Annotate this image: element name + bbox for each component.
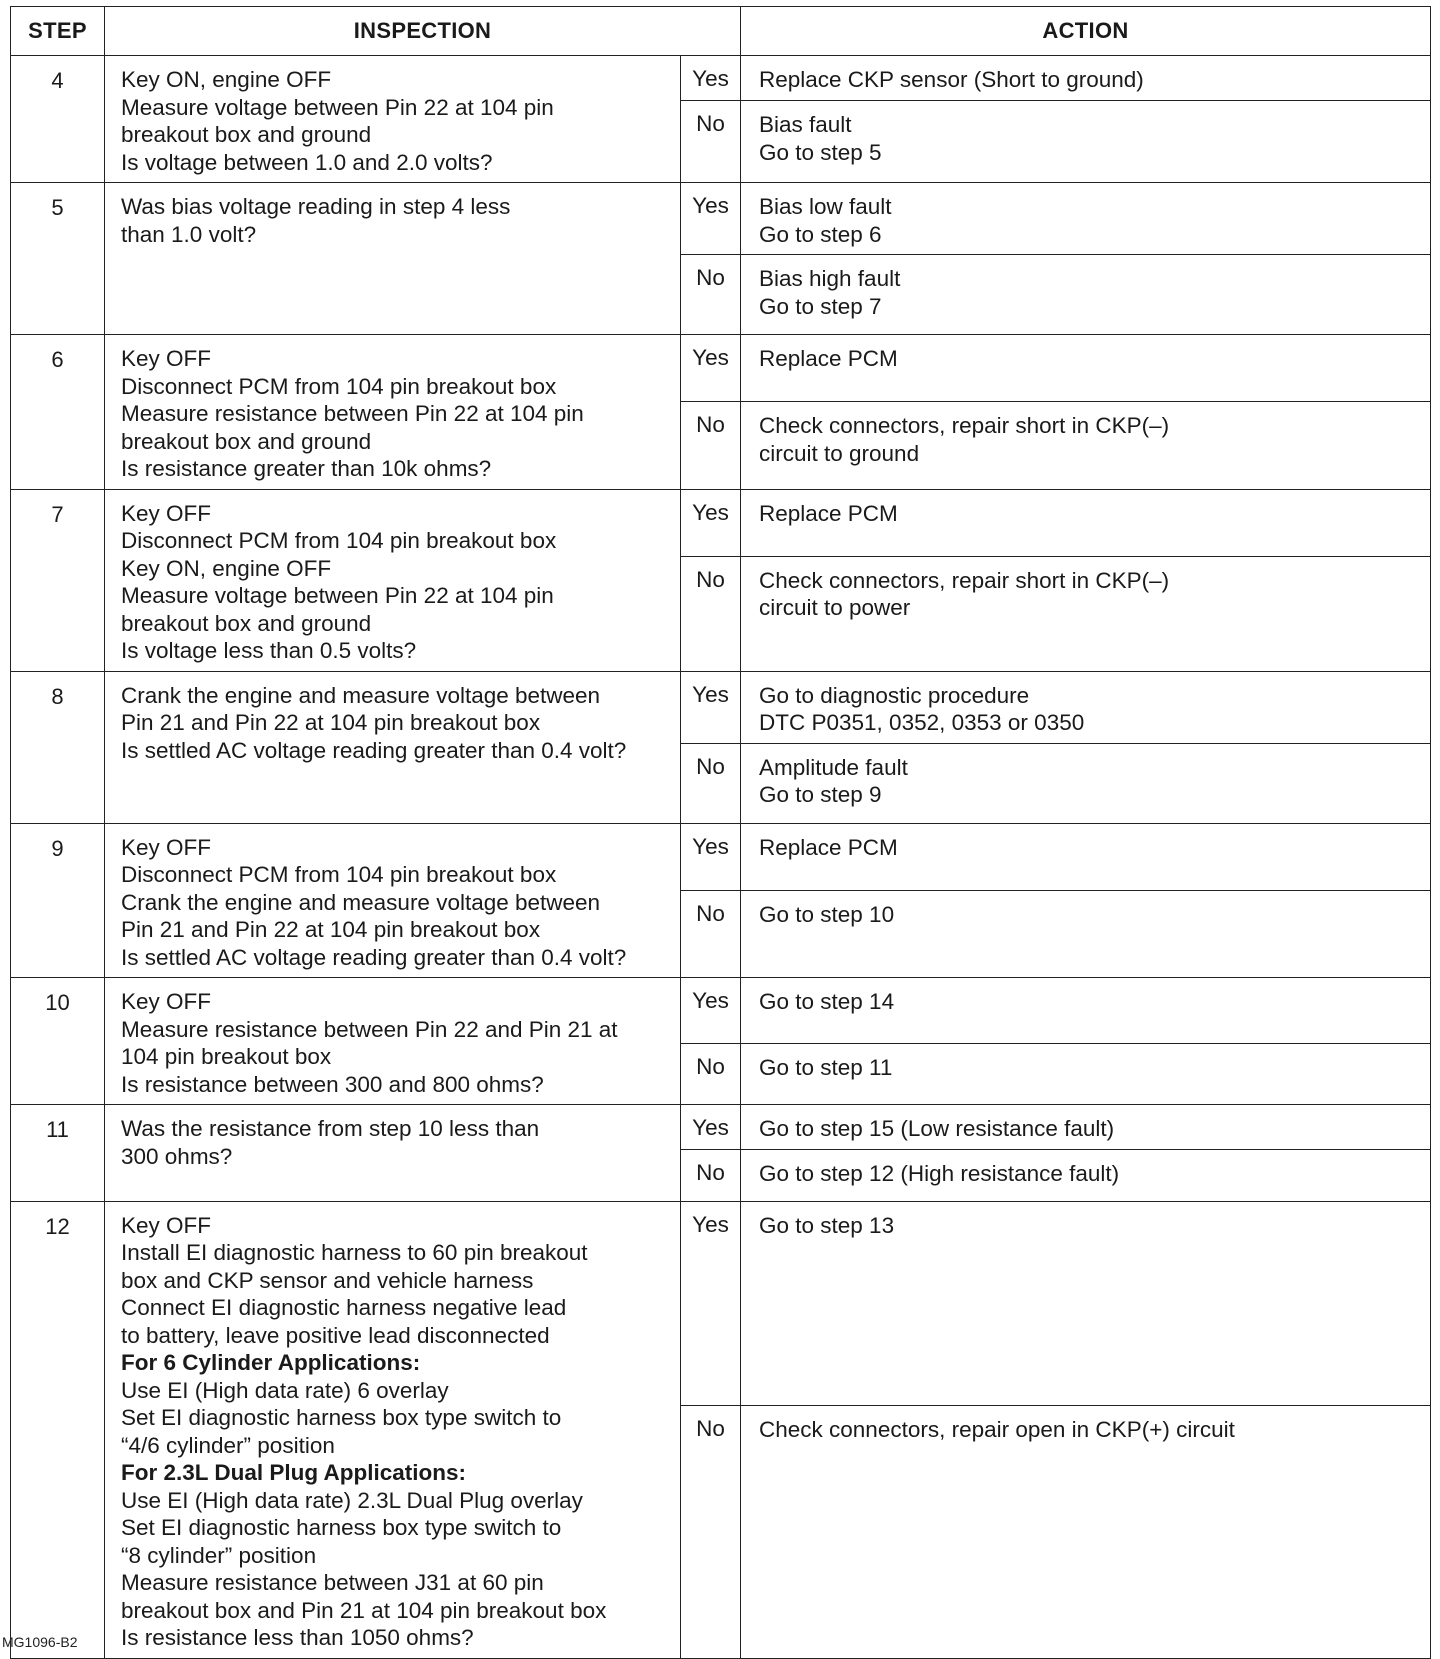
inspection-line: Measure resistance between J31 at 60 pin [121,1570,544,1595]
inspection-line: Measure resistance between Pin 22 and Pin 21 at [121,1016,618,1042]
inspection-line: Disconnect PCM from 104 pin breakout box [121,373,557,399]
inspection-cell [105,56,681,183]
inspection-line: Pin 21 and Pin 22 at 104 pin breakout box [121,917,541,942]
inspection-line: Crank the engine and measure voltage between [121,889,601,915]
no-answer: No [681,890,741,977]
inspection-line: Is resistance greater than 10k ohms? [121,456,492,481]
action-line: Go to step 6 [759,221,882,247]
inspection-cell [105,489,681,671]
no-answer: No [681,255,741,335]
inspection-line: Was the resistance from step 10 less than [121,1116,540,1141]
step-number: 7 [11,489,105,671]
action-line: Bias high fault [759,266,901,291]
yes-answer: Yes [681,183,741,255]
yes-answer: Yes [681,56,741,101]
inspection-line: Is settled AC voltage reading greater than 0.4 volt? [121,737,627,763]
table-row [11,823,1431,890]
inspection-line: Disconnect PCM from 104 pin breakout box [121,528,557,553]
step-number: 4 [11,56,105,183]
action-cell [741,978,1431,1044]
no-answer: No [681,402,741,489]
inspection-line: Key OFF [121,834,212,860]
inspection-cell [105,1105,681,1202]
inspection-line: Key OFF [121,1212,212,1238]
no-answer: No [681,743,741,823]
inspection-line: Key OFF [121,346,212,371]
inspection-line: 300 ohms? [121,1143,233,1169]
inspection-line: Use EI (High data rate) 6 overlay [121,1377,449,1403]
inspection-line: Is settled AC voltage reading greater than 0.4 volt? [121,944,627,970]
action-line: circuit to power [759,595,911,621]
inspection-line: breakout box and ground [121,610,372,636]
step-number: 11 [11,1105,105,1202]
inspection-line: Install EI diagnostic harness to 60 pin breakout [121,1240,588,1265]
inspection-line: Key ON, engine OFF [121,555,332,581]
yes-answer: Yes [681,1201,741,1406]
inspection-line: breakout box and Pin 21 at 104 pin breakout box [121,1597,607,1623]
action-line: Bias fault [759,112,852,138]
inspection-line: Is resistance between 300 and 800 ohms? [121,1071,544,1097]
table-row [11,1201,1431,1406]
action-line: Go to step 10 [759,901,895,927]
action-cell [741,556,1431,671]
inspection-line: than 1.0 volt? [121,221,257,247]
step-number: 8 [11,671,105,823]
table-row [11,335,1431,402]
diagnostic-table [10,6,1431,1659]
action-line: Check connectors, repair short in CKP(–) [759,413,1170,439]
inspection-cell [105,1201,681,1658]
inspection-line: “8 cylinder” position [121,1542,317,1568]
table-row [11,1105,1431,1150]
step-number: 9 [11,823,105,978]
action-cell [741,1201,1431,1406]
header-action: ACTION [741,7,1431,56]
action-line: Replace PCM [759,834,898,860]
step-number: 10 [11,978,105,1105]
inspection-line: Pin 21 and Pin 22 at 104 pin breakout box [121,710,541,735]
action-cell [741,402,1431,489]
inspection-line: Is resistance less than 1050 ohms? [121,1625,474,1650]
inspection-line: breakout box and ground [121,428,372,454]
action-cell [741,1149,1431,1201]
action-cell [741,743,1431,823]
inspection-line: Disconnect PCM from 104 pin breakout box [121,862,557,887]
inspection-line: Key ON, engine OFF [121,67,332,92]
action-line: Check connectors, repair open in CKP(+) circuit [759,1417,1235,1443]
inspection-cell [105,978,681,1105]
inspection-line: Key OFF [121,500,212,526]
inspection-line: For 6 Cylinder Applications: [121,1350,421,1375]
no-answer: No [681,1149,741,1201]
inspection-cell [105,823,681,978]
inspection-line: box and CKP sensor and vehicle harness [121,1267,534,1293]
inspection-line: Key OFF [121,989,212,1014]
inspection-cell [105,671,681,823]
action-line: Replace PCM [759,346,898,371]
inspection-line: Connect EI diagnostic harness negative lead [121,1295,567,1320]
inspection-line: Measure voltage between Pin 22 at 104 pin [121,94,554,120]
inspection-line: to battery, leave positive lead disconnected [121,1322,550,1348]
action-line: Replace PCM [759,500,898,526]
action-line: Go to diagnostic procedure [759,682,1030,708]
inspection-line: Measure voltage between Pin 22 at 104 pin [121,583,554,608]
action-line: Go to step 13 [759,1212,895,1238]
action-line: Go to step 12 (High resistance fault) [759,1160,1120,1186]
table-row [11,183,1431,255]
action-line: Bias low fault [759,194,892,219]
action-cell [741,890,1431,977]
action-line: Go to step 14 [759,989,895,1014]
action-cell [741,1105,1431,1150]
table-row [11,671,1431,743]
action-cell [741,489,1431,556]
step-number: 6 [11,335,105,490]
header-row [11,7,1431,56]
header-inspection: INSPECTION [105,7,741,56]
action-cell [741,101,1431,183]
step-number: 12 [11,1201,105,1658]
inspection-line: Measure resistance between Pin 22 at 104 pin [121,401,584,426]
inspection-cell [105,335,681,490]
inspection-cell [105,183,681,335]
no-answer: No [681,101,741,183]
action-line: Go to step 5 [759,139,882,165]
action-line: circuit to ground [759,440,920,466]
inspection-line: Set EI diagnostic harness box type switch to [121,1515,562,1540]
inspection-line: Was bias voltage reading in step 4 less [121,194,511,219]
yes-answer: Yes [681,671,741,743]
inspection-line: 104 pin breakout box [121,1044,332,1069]
table-row [11,978,1431,1044]
inspection-line: “4/6 cylinder” position [121,1432,335,1458]
inspection-line: Set EI diagnostic harness box type switch to [121,1405,562,1430]
action-line: Go to step 11 [759,1054,893,1080]
action-cell [741,671,1431,743]
action-cell [741,255,1431,335]
action-line: Replace CKP sensor (Short to ground) [759,67,1144,92]
yes-answer: Yes [681,1105,741,1150]
table-row [11,56,1431,101]
action-cell [741,335,1431,402]
inspection-line: Is voltage between 1.0 and 2.0 volts? [121,149,493,175]
action-line: Amplitude fault [759,754,908,780]
action-line: DTC P0351, 0352, 0353 or 0350 [759,710,1085,735]
table-body [11,56,1431,1659]
inspection-line: breakout box and ground [121,122,372,147]
figure-code: MG1096-B2 [2,1634,78,1650]
action-cell [741,183,1431,255]
no-answer: No [681,1043,741,1104]
action-line: Check connectors, repair short in CKP(–) [759,567,1170,593]
step-number: 5 [11,183,105,335]
no-answer: No [681,1406,741,1658]
action-cell [741,823,1431,890]
action-cell [741,1043,1431,1104]
yes-answer: Yes [681,489,741,556]
action-line: Go to step 15 (Low resistance fault) [759,1116,1115,1141]
inspection-line: Use EI (High data rate) 2.3L Dual Plug overlay [121,1487,583,1513]
diagnostic-table-sheet [10,6,1430,1659]
table-row [11,489,1431,556]
action-cell [741,1406,1431,1658]
yes-answer: Yes [681,978,741,1044]
yes-answer: Yes [681,823,741,890]
yes-answer: Yes [681,335,741,402]
no-answer: No [681,556,741,671]
header-step: STEP [11,7,105,56]
action-line: Go to step 7 [759,293,882,319]
inspection-line: Crank the engine and measure voltage between [121,682,601,708]
inspection-line: Is voltage less than 0.5 volts? [121,638,417,663]
action-cell [741,56,1431,101]
inspection-line: For 2.3L Dual Plug Applications: [121,1460,467,1485]
action-line: Go to step 9 [759,782,882,807]
